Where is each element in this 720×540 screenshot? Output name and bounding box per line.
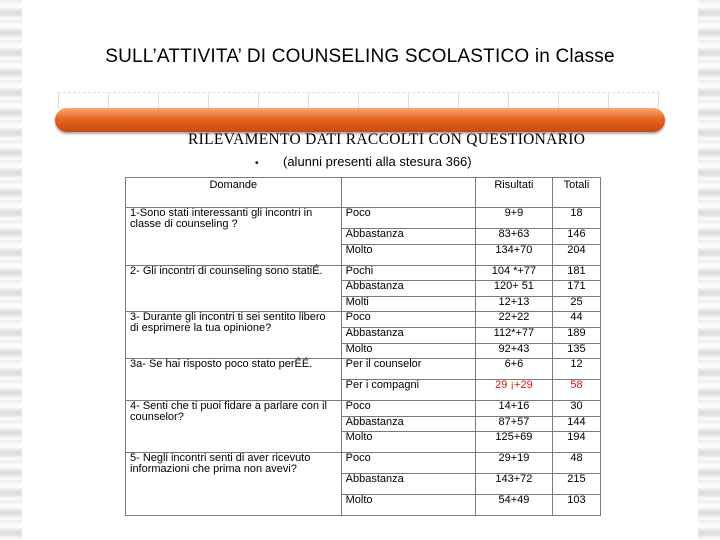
option-cell: Pochi (341, 265, 475, 281)
totals-cell: 30 (552, 401, 600, 417)
results-cell-highlighted: 29 ¡+29 (475, 380, 552, 401)
table-header-row (126, 178, 601, 208)
header-option (341, 178, 475, 208)
option-cell: Molto (341, 495, 475, 516)
totals-cell: 12 (552, 359, 600, 380)
totals-cell: 171 (552, 281, 600, 297)
option-cell: Abbastanza (341, 281, 475, 297)
totals-cell: 25 (552, 296, 600, 312)
results-cell: 104 *+77 (475, 265, 552, 281)
totals-cell: 189 (552, 327, 600, 343)
totals-cell: 215 (552, 474, 600, 495)
question-cell: 5- Negli incontri senti di aver ricevuto informazioni che prima non avevi? (126, 453, 342, 516)
question-cell: 1-Sono stati interessanti gli incontri in classe di counseling ? (126, 208, 342, 266)
results-cell: 6+6 (475, 359, 552, 380)
option-cell: Per il counselor (341, 359, 475, 380)
totals-cell: 18 (552, 208, 600, 229)
option-cell: Per i compagni (341, 380, 475, 401)
survey-results-table (125, 177, 601, 516)
results-cell: 29+19 (475, 453, 552, 474)
header-results: Risultati (475, 178, 552, 208)
results-cell: 125+69 (475, 432, 552, 453)
table-row (126, 312, 601, 328)
option-cell: Molti (341, 296, 475, 312)
table-row (126, 208, 601, 229)
totals-cell: 48 (552, 453, 600, 474)
binder-rings-left (0, 0, 22, 540)
option-cell: Poco (341, 401, 475, 417)
header-question: Domande (126, 178, 342, 208)
results-cell: 112*+77 (475, 327, 552, 343)
results-cell: 14+16 (475, 401, 552, 417)
header-totals: Totali (552, 178, 600, 208)
table-row (126, 453, 601, 474)
title-divider-bar (55, 108, 665, 132)
table-row (126, 265, 601, 281)
results-cell: 12+13 (475, 296, 552, 312)
results-cell: 87+57 (475, 416, 552, 432)
question-cell: 3a- Se hai risposto poco stato perÉÉ. (126, 359, 342, 401)
question-cell: 2- Gli incontri di counseling sono statiÉ. (126, 265, 342, 312)
results-cell: 134+70 (475, 244, 552, 265)
results-cell: 120+ 51 (475, 281, 552, 297)
slide-subtitle: RILEVAMENTO DATI RACCOLTI CON QUESTIONARIO (188, 131, 586, 148)
results-cell: 54+49 (475, 495, 552, 516)
question-cell: 4- Senti che ti puoi fidare a parlare con il counselor? (126, 401, 342, 453)
bullet-icon: • (255, 158, 259, 169)
totals-cell: 146 (552, 229, 600, 245)
table-row (126, 401, 601, 417)
totals-cell: 44 (552, 312, 600, 328)
option-cell: Molto (341, 432, 475, 453)
totals-cell: 135 (552, 343, 600, 359)
option-cell: Molto (341, 244, 475, 265)
results-cell: 92+43 (475, 343, 552, 359)
attendance-note-text: (alunni presenti alla stesura 366) (283, 154, 472, 169)
option-cell: Poco (341, 208, 475, 229)
option-cell: Molto (341, 343, 475, 359)
totals-cell: 103 (552, 495, 600, 516)
question-cell: 3- Durante gli incontri ti sei sentito libero di esprimere la tua opinione? (126, 312, 342, 359)
totals-cell-highlighted: 58 (552, 380, 600, 401)
table-row (126, 359, 601, 380)
results-cell: 9+9 (475, 208, 552, 229)
option-cell: Poco (341, 453, 475, 474)
option-cell: Abbastanza (341, 474, 475, 495)
option-cell: Poco (341, 312, 475, 328)
totals-cell: 194 (552, 432, 600, 453)
results-cell: 143+72 (475, 474, 552, 495)
slide-title: SULL’ATTIVITA’ DI COUNSELING SCOLASTICO in Classe (105, 46, 615, 67)
totals-cell: 204 (552, 244, 600, 265)
results-cell: 83+63 (475, 229, 552, 245)
totals-cell: 181 (552, 265, 600, 281)
attendance-note (255, 154, 472, 169)
binder-rings-right (698, 0, 720, 540)
title-bar-ruler (58, 92, 660, 109)
results-cell: 22+22 (475, 312, 552, 328)
option-cell: Abbastanza (341, 327, 475, 343)
option-cell: Abbastanza (341, 416, 475, 432)
option-cell: Abbastanza (341, 229, 475, 245)
totals-cell: 144 (552, 416, 600, 432)
